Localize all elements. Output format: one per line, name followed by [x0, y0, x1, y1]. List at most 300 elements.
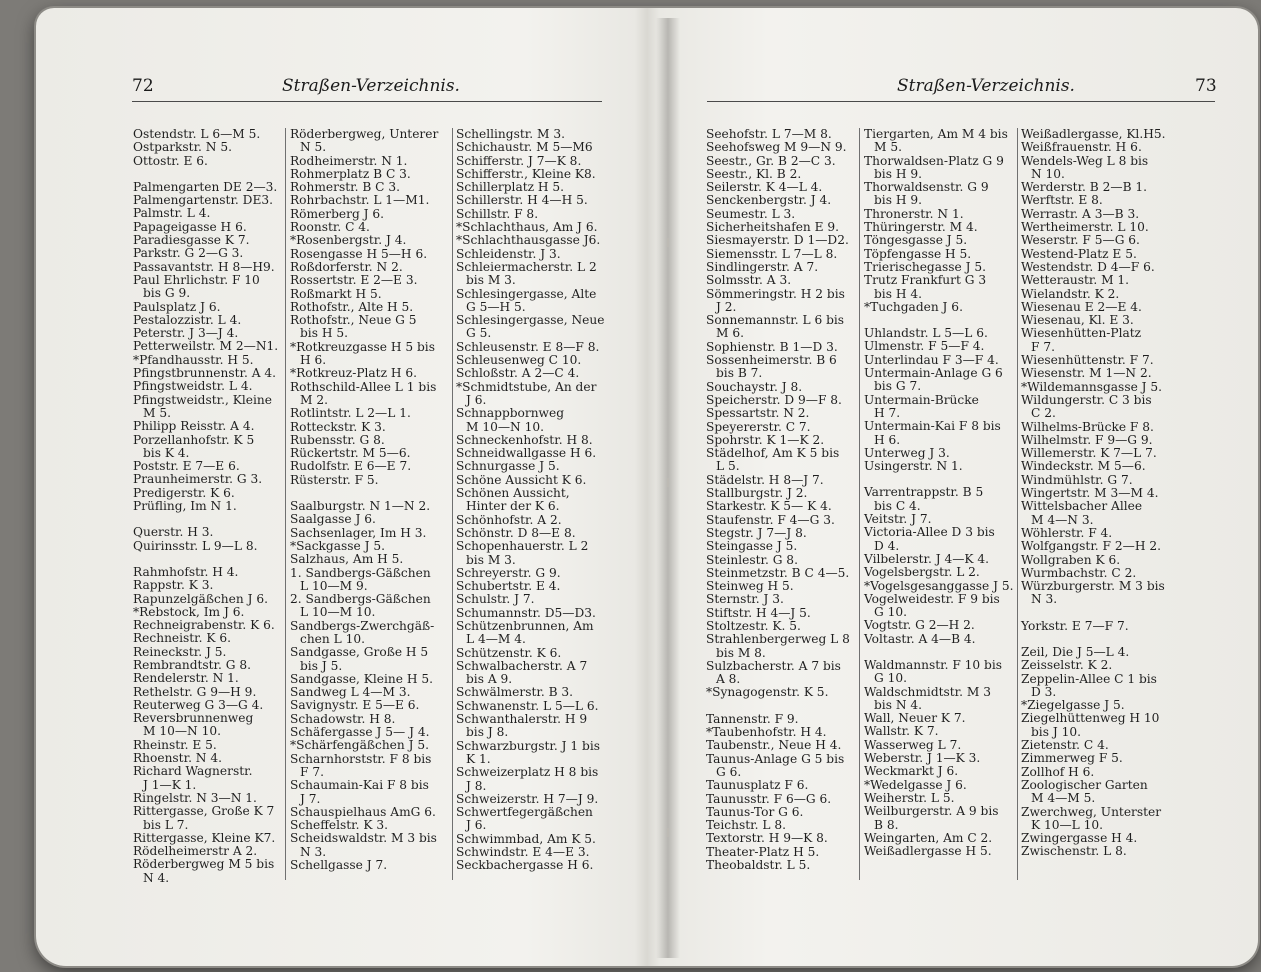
street-entry — [1021, 354, 1186, 367]
street-name: Predigerstr. K 6. — [133, 485, 235, 500]
street-name: Petterweilstr. M 2—N1. — [133, 339, 279, 354]
left-page-number: 72 — [132, 76, 154, 96]
street-entry — [706, 567, 856, 580]
street-name: Rüsterstr. F 5. — [290, 472, 379, 487]
street-entry — [456, 474, 606, 487]
street-entry — [864, 832, 1014, 845]
street-name: Vogelweidestr. F 9 bis — [864, 591, 1000, 606]
street-entry — [864, 394, 1014, 421]
street-name: Schönhofstr. A 2. — [456, 512, 562, 527]
street-entry — [706, 447, 856, 474]
street-entry — [456, 447, 606, 460]
street-entry — [133, 221, 281, 234]
street-entry — [290, 261, 448, 274]
street-name: Tannenstr. F 9. — [706, 711, 799, 726]
street-entry — [133, 155, 281, 168]
street-entry — [706, 607, 856, 620]
street-entry — [290, 168, 448, 181]
street-entry — [1021, 447, 1186, 460]
street-name: Wiesenau, Kl. E 3. — [1021, 313, 1134, 328]
street-name: Porzellanhofstr. K 5 — [133, 432, 255, 447]
street-name: Stegstr. J 7—J 8. — [706, 525, 807, 540]
street-entry — [864, 553, 1014, 566]
street-name: Zimmerweg F 5. — [1021, 751, 1123, 766]
street-name: Rechneistr. K 6. — [133, 631, 232, 646]
street-name: Weißfrauenstr. H 6. — [1021, 140, 1142, 155]
street-entry — [133, 686, 281, 699]
street-grid-continuation: G 10. — [874, 605, 907, 620]
street-name: Saalburgstr. N 1—N 2. — [290, 499, 431, 514]
street-grid-continuation: bis M 8. — [716, 645, 766, 660]
street-entry — [133, 380, 281, 393]
street-name: *Wedelgasse J 6. — [864, 777, 967, 792]
street-grid-continuation: G 5—H 5. — [466, 299, 526, 314]
street-name: Paulsplatz J 6. — [133, 299, 221, 314]
street-name: *Tuchgaden J 6. — [864, 299, 963, 314]
street-name: Schöne Aussicht K 6. — [456, 472, 587, 487]
street-name: *Schlachthaus, Am J 6. — [456, 220, 598, 235]
street-entry — [133, 739, 281, 752]
street-name: Rhoenstr. N 4. — [133, 751, 222, 766]
street-name: Weserstr. F 5—G 6. — [1021, 233, 1140, 248]
street-name: Röderbergweg M 5 bis — [133, 857, 275, 872]
street-name: Strahlenbergerweg L 8 — [706, 632, 850, 647]
street-grid-continuation: N 4. — [143, 870, 170, 885]
street-entry — [706, 832, 856, 845]
street-name: Schifferstr., Kleine K8. — [456, 166, 596, 181]
street-name: Untermain-Anlage G 6 — [864, 366, 1003, 381]
street-name: Wildungerstr. C 3 bis — [1021, 392, 1152, 407]
street-entry — [133, 261, 281, 274]
street-name: Unterweg J 3. — [864, 445, 950, 460]
street-name: Sicherheitshafen E 9. — [706, 220, 840, 235]
street-name: Westend-Platz E 5. — [1021, 246, 1137, 261]
street-entry — [133, 274, 281, 301]
column-divider — [285, 128, 286, 880]
street-grid-continuation: J 7. — [300, 791, 321, 806]
street-name: Spessartstr. N 2. — [706, 406, 810, 421]
street-name: Windmühlstr. G 7. — [1021, 472, 1133, 487]
street-grid-continuation: F 7. — [1031, 339, 1055, 354]
street-entry — [456, 141, 606, 154]
street-name: Roonstr. C 4. — [290, 220, 370, 235]
street-entry — [1021, 181, 1186, 194]
street-grid-continuation: K 10—L 10. — [1031, 817, 1104, 832]
street-entry — [864, 659, 1014, 686]
street-entry — [864, 354, 1014, 367]
street-entry — [706, 726, 856, 739]
left-header-rule — [132, 101, 602, 102]
street-name: Rosengasse H 5—H 6. — [290, 246, 428, 261]
street-entry — [706, 314, 856, 341]
street-name: Schwindstr. E 4—E 3. — [456, 845, 590, 860]
street-grid-continuation: C 2. — [1031, 406, 1056, 421]
street-name: Rothofstr., Alte H 5. — [290, 299, 414, 314]
street-name: Schleidenstr. J 3. — [456, 246, 561, 261]
street-name: Schützenbrunnen, Am — [456, 618, 594, 633]
right-header-rule — [707, 101, 1215, 102]
street-name: Ostendstr. L 6—M 5. — [133, 127, 261, 141]
street-entry — [706, 221, 856, 234]
street-entry — [290, 673, 448, 686]
street-grid-continuation: N 10. — [1031, 166, 1065, 181]
right-page-number: 73 — [1195, 76, 1217, 96]
street-entry — [706, 540, 856, 553]
street-name: Querstr. H 3. — [133, 525, 214, 540]
street-name: Windeckstr. M 5—6. — [1021, 459, 1146, 474]
street-grid-continuation: M 5. — [143, 405, 171, 420]
street-name: Wiesenhüttenstr. F 7. — [1021, 353, 1154, 368]
street-name: Poststr. E 7—E 6. — [133, 459, 240, 474]
street-entry — [133, 367, 281, 380]
street-entry — [864, 447, 1014, 460]
street-grid-continuation: M 10—N 10. — [466, 419, 544, 434]
street-name: Schneckenhofstr. H 8. — [456, 432, 593, 447]
street-entry — [456, 806, 606, 833]
street-entry — [864, 301, 1014, 314]
street-grid-continuation: A 8. — [716, 672, 741, 687]
street-name: Schwanthalerstr. H 9 — [456, 712, 588, 727]
street-entry — [456, 620, 606, 647]
street-entry — [290, 208, 448, 221]
street-entry — [1021, 288, 1186, 301]
street-grid-continuation: G 6. — [716, 764, 742, 779]
street-entry — [290, 407, 448, 420]
street-name: Seestr., Kl. B 2. — [706, 166, 802, 181]
street-grid-continuation: bis G 9. — [143, 286, 191, 301]
street-entry — [706, 500, 856, 513]
street-name: Schellingstr. M 3. — [456, 127, 565, 141]
street-entry — [456, 607, 606, 620]
street-name: Siesmayerstr. D 1—D2. — [706, 233, 849, 248]
street-name: Taunus-Anlage G 5 bis — [706, 751, 845, 766]
street-grid-continuation: M 4—M 5. — [1031, 791, 1096, 806]
street-name: Palmstr. L 4. — [133, 206, 211, 221]
street-name: Untermain-Kai F 8 bis — [864, 419, 1001, 434]
street-name: Ulmenstr. F 5—F 4. — [864, 339, 985, 354]
street-entry — [133, 566, 281, 579]
street-name: Taunusstr. F 6—G 6. — [706, 791, 832, 806]
street-entry — [133, 500, 281, 513]
street-name: Wilhelmstr. F 9—G 9. — [1021, 432, 1153, 447]
street-grid-continuation: bis L 7. — [143, 817, 189, 832]
street-name: Pfingstweidstr., Kleine — [133, 392, 272, 407]
street-name: Wallstr. K 7. — [864, 724, 939, 739]
street-name: Varrentrappstr. B 5 — [864, 485, 984, 500]
street-name: *Schmidtstube, An der — [456, 379, 597, 394]
street-name: Thorwaldsenstr. G 9 — [864, 180, 989, 195]
street-name: Roßmarkt H 5. — [290, 286, 382, 301]
street-entry — [1021, 208, 1186, 221]
street-entry — [290, 699, 448, 712]
street-name: Rittergasse, Kleine K7. — [133, 830, 276, 845]
street-entry — [706, 394, 856, 407]
street-entry — [864, 845, 1014, 858]
street-entry — [706, 686, 856, 699]
street-entry — [864, 725, 1014, 738]
street-entry — [290, 367, 448, 380]
street-entry — [456, 208, 606, 221]
street-name: Schweizerstr. H 7—J 9. — [456, 791, 599, 806]
street-entry — [133, 540, 281, 553]
street-name: Wertheimerstr. L 10. — [1021, 220, 1149, 235]
street-name: 1. Sandbergs-Gäßchen — [290, 565, 431, 580]
column-divider — [859, 128, 860, 880]
street-name: Schumannstr. D5—D3. — [456, 605, 596, 620]
street-entry — [864, 221, 1014, 234]
street-entry — [1021, 766, 1186, 779]
street-entry — [1021, 394, 1186, 421]
street-entry — [864, 765, 1014, 778]
street-entry — [456, 540, 606, 567]
street-entry — [133, 712, 281, 739]
street-name: *Wildemannsgasse J 5. — [1021, 379, 1163, 394]
street-entry — [290, 314, 448, 341]
street-name: Schifferstr. J 7—K 8. — [456, 153, 582, 168]
street-name: Sömmeringstr. H 2 bis — [706, 286, 845, 301]
street-name: Rappstr. K 3. — [133, 578, 214, 593]
street-entry — [864, 274, 1014, 301]
street-name: Waldmannstr. F 10 bis — [864, 657, 1003, 672]
street-entry — [290, 248, 448, 261]
street-name: Weiherstr. L 5. — [864, 790, 955, 805]
street-name: Taunusplatz F 6. — [706, 778, 809, 793]
street-name: Pfingstweidstr. L 4. — [133, 379, 253, 394]
street-entry — [1021, 367, 1186, 380]
street-name: Zollhof H 6. — [1021, 764, 1095, 779]
left-page-title: Straßen-Verzeichnis. — [282, 76, 460, 96]
street-entry — [706, 554, 856, 567]
street-name: Victoria-Allee D 3 bis — [864, 525, 995, 540]
street-name: Trutz Frankfurt G 3 — [864, 273, 987, 288]
street-grid-continuation: J 1—K 1. — [143, 777, 197, 792]
street-entry — [290, 540, 448, 553]
street-entry — [706, 341, 856, 354]
street-grid-continuation: K 1. — [466, 751, 491, 766]
street-name: Rohmerstr. B C 3. — [290, 180, 401, 195]
street-name: Salzhaus, Am H 5. — [290, 552, 404, 567]
street-grid-continuation: L 10—M 10. — [300, 605, 376, 620]
street-grid-continuation: F 7. — [300, 764, 324, 779]
street-entry — [864, 420, 1014, 447]
street-name: Töngesgasse J 5. — [864, 233, 968, 248]
street-name: Seckbachergasse H 6. — [456, 858, 594, 873]
street-entry — [133, 394, 281, 421]
street-grid-continuation: N 5. — [300, 140, 327, 155]
street-name: Schwälmerstr. B 3. — [456, 685, 574, 700]
street-name: Spohrstr. K 1—K 2. — [706, 432, 825, 447]
street-entry — [1021, 712, 1186, 739]
street-name: Souchaystr. J 8. — [706, 379, 803, 394]
street-name: Quirinsstr. L 9—L 8. — [133, 538, 258, 553]
street-entry — [864, 248, 1014, 261]
street-entry — [290, 779, 448, 806]
street-name: *Synagogenstr. K 5. — [706, 685, 829, 700]
street-entry — [1021, 155, 1186, 182]
street-name: Rudolfstr. E 6—E 7. — [290, 459, 412, 474]
street-name: Taubenstr., Neue H 4. — [706, 738, 842, 753]
street-name: Tiergarten, Am M 4 bis — [864, 127, 1008, 141]
street-entry — [290, 341, 448, 368]
street-name: Prüfling, Im N 1. — [133, 499, 237, 514]
street-grid-continuation: bis K 4. — [143, 445, 190, 460]
street-name: Rotteckstr. K 3. — [290, 419, 386, 434]
street-name: Seestr., Gr. B 2—C 3. — [706, 153, 836, 168]
street-grid-continuation: B 8. — [874, 817, 899, 832]
street-name: Schleiermacherstr. L 2 — [456, 259, 597, 274]
street-name: Parkstr. G 2—G 3. — [133, 246, 244, 261]
street-entry — [1021, 314, 1186, 327]
street-name: Ostparkstr. N 5. — [133, 140, 232, 155]
street-entry — [456, 314, 606, 341]
street-name: Steinmetzstr. B C 4—5. — [706, 565, 850, 580]
street-name: Schulstr. J 7. — [456, 592, 535, 607]
street-grid-continuation: J 6. — [466, 392, 487, 407]
street-name: Wasserweg L 7. — [864, 737, 962, 752]
street-name: *Vogelsgesanggasse J 5. — [864, 578, 1014, 593]
street-entry — [456, 434, 606, 447]
street-name: Rohmerplatz B C 3. — [290, 166, 411, 181]
street-name: Roßdorferstr. N 2. — [290, 259, 403, 274]
street-name: Rossertstr. E 2—E 3. — [290, 273, 418, 288]
street-name: Schützenstr. K 6. — [456, 645, 562, 660]
street-name: Rapunzelgäßchen J 6. — [133, 591, 268, 606]
street-name: *Schärfengäßchen J 5. — [290, 738, 429, 753]
street-name: Richard Wagnerstr. — [133, 764, 253, 779]
street-name: Scheidswaldstr. M 3 bis — [290, 831, 437, 846]
street-name: Schauspielhaus AmG 6. — [290, 804, 436, 819]
street-name: Schwarzburgstr. J 1 bis — [456, 738, 600, 753]
street-name: Stallburgstr. J 2. — [706, 486, 808, 501]
street-entry — [1021, 673, 1186, 700]
street-name: Weingarten, Am C 2. — [864, 830, 993, 845]
street-entry — [864, 566, 1014, 579]
street-name: Rendelerstr. N 1. — [133, 671, 239, 686]
street-entry — [1021, 434, 1186, 447]
street-name: Siemensstr. L 7—L 8. — [706, 246, 838, 261]
street-name: Schreyerstr. G 9. — [456, 565, 561, 580]
street-grid-continuation: D 3. — [1031, 684, 1057, 699]
street-name: Würzburgerstr. M 3 bis — [1021, 579, 1165, 594]
street-name: *Rotkreuzgasse H 5 bis — [290, 339, 435, 354]
street-name: Schwimmbad, Am K 5. — [456, 831, 596, 846]
street-grid-continuation: bis C 4. — [874, 498, 921, 513]
street-name: Trierischegasse J 5. — [864, 259, 986, 274]
street-grid-continuation: bis M 3. — [466, 552, 516, 567]
street-entry — [290, 513, 448, 526]
street-name: Seehofstr. L 7—M 8. — [706, 127, 832, 141]
street-entry — [290, 474, 448, 487]
street-name: Schönen Aussicht, — [456, 486, 570, 501]
street-entry — [290, 567, 448, 594]
street-entry — [133, 858, 281, 885]
street-name: Wendels-Weg L 8 bis — [1021, 153, 1149, 168]
street-grid-continuation: M 10—N 10. — [143, 724, 221, 739]
column-divider — [1017, 128, 1018, 880]
street-name: Wiesenau E 2—E 4. — [1021, 299, 1142, 314]
street-entry — [1021, 381, 1186, 394]
street-name: Städelhof, Am K 5 bis — [706, 446, 840, 461]
street-entry — [133, 128, 281, 141]
street-name: Sachsenlager, Im H 3. — [290, 525, 427, 540]
street-grid-continuation: M 4—N 3. — [1031, 512, 1094, 527]
street-name: Röderbergweg, Unterer — [290, 127, 439, 141]
street-name: Zwerchweg, Unterster — [1021, 804, 1162, 819]
street-name: Staufenstr. F 4—G 3. — [706, 512, 835, 527]
street-entry — [133, 632, 281, 645]
street-entry — [1021, 141, 1186, 154]
street-grid-continuation: D 4. — [874, 538, 900, 553]
street-entry — [706, 487, 856, 500]
street-name: Ottostr. E 6. — [133, 153, 208, 168]
street-entry — [456, 288, 606, 315]
street-entry — [133, 699, 281, 712]
street-entry — [864, 712, 1014, 725]
street-name: Reversbrunnenweg — [133, 711, 254, 726]
column-divider — [452, 128, 453, 880]
street-entry — [1021, 500, 1186, 527]
street-entry — [706, 421, 856, 434]
street-name: Teichstr. L 8. — [706, 818, 786, 833]
street-name: Sternstr. J 3. — [706, 592, 784, 607]
street-grid-continuation: J 6. — [466, 818, 487, 833]
street-entry — [290, 753, 448, 780]
street-name: Reuterweg G 3—G 4. — [133, 697, 264, 712]
street-grid-continuation: bis J 8. — [466, 725, 509, 740]
street-entry — [1021, 845, 1186, 858]
street-entry — [1021, 460, 1186, 473]
street-name: Werftstr. E 8. — [1021, 193, 1103, 208]
street-entry — [864, 779, 1014, 792]
street-entry — [456, 181, 606, 194]
street-name: Rubensstr. G 8. — [290, 432, 385, 447]
street-entry — [706, 354, 856, 381]
street-entry — [290, 686, 448, 699]
street-entry — [706, 859, 856, 872]
street-name: *Pfandhausstr. H 5. — [133, 352, 254, 367]
street-grid-continuation: L 5. — [716, 459, 740, 474]
street-name: *Ziegelgasse J 5. — [1021, 698, 1125, 713]
street-entry — [133, 327, 281, 340]
street-entry — [1021, 274, 1186, 287]
street-entry — [133, 354, 281, 367]
street-name: Pestalozzistr. L 4. — [133, 312, 242, 327]
street-name: Römerberg J 6. — [290, 206, 385, 221]
street-name: Untermain-Brücke — [864, 392, 979, 407]
street-name: Sandgasse, Große H 5 — [290, 645, 429, 660]
street-entry — [290, 434, 448, 447]
street-entry — [1021, 620, 1186, 633]
street-entry — [864, 234, 1014, 247]
street-grid-continuation: bis J 10. — [1031, 724, 1081, 739]
street-entry — [456, 527, 606, 540]
street-name: Westendstr. D 4—F 6. — [1021, 259, 1155, 274]
street-entry — [290, 819, 448, 832]
street-entry — [864, 633, 1014, 646]
street-name: Wolfgangstr. F 2—H 2. — [1021, 539, 1161, 554]
street-name: Uhlandstr. L 5—L 6. — [864, 326, 988, 341]
street-name: Rotlintstr. L 2—L 1. — [290, 406, 411, 421]
street-entry — [864, 619, 1014, 632]
street-name: Rothschild-Allee L 1 bis — [290, 379, 437, 394]
street-entry — [1021, 699, 1186, 712]
street-name: Theater-Platz H 5. — [706, 844, 820, 859]
street-name: 2. Sandbergs-Gäßchen — [290, 592, 431, 607]
street-entry — [133, 792, 281, 805]
street-grid-continuation: G 5. — [466, 326, 492, 341]
street-name: Seilerstr. K 4—L 4. — [706, 180, 823, 195]
open-book — [36, 8, 1258, 966]
